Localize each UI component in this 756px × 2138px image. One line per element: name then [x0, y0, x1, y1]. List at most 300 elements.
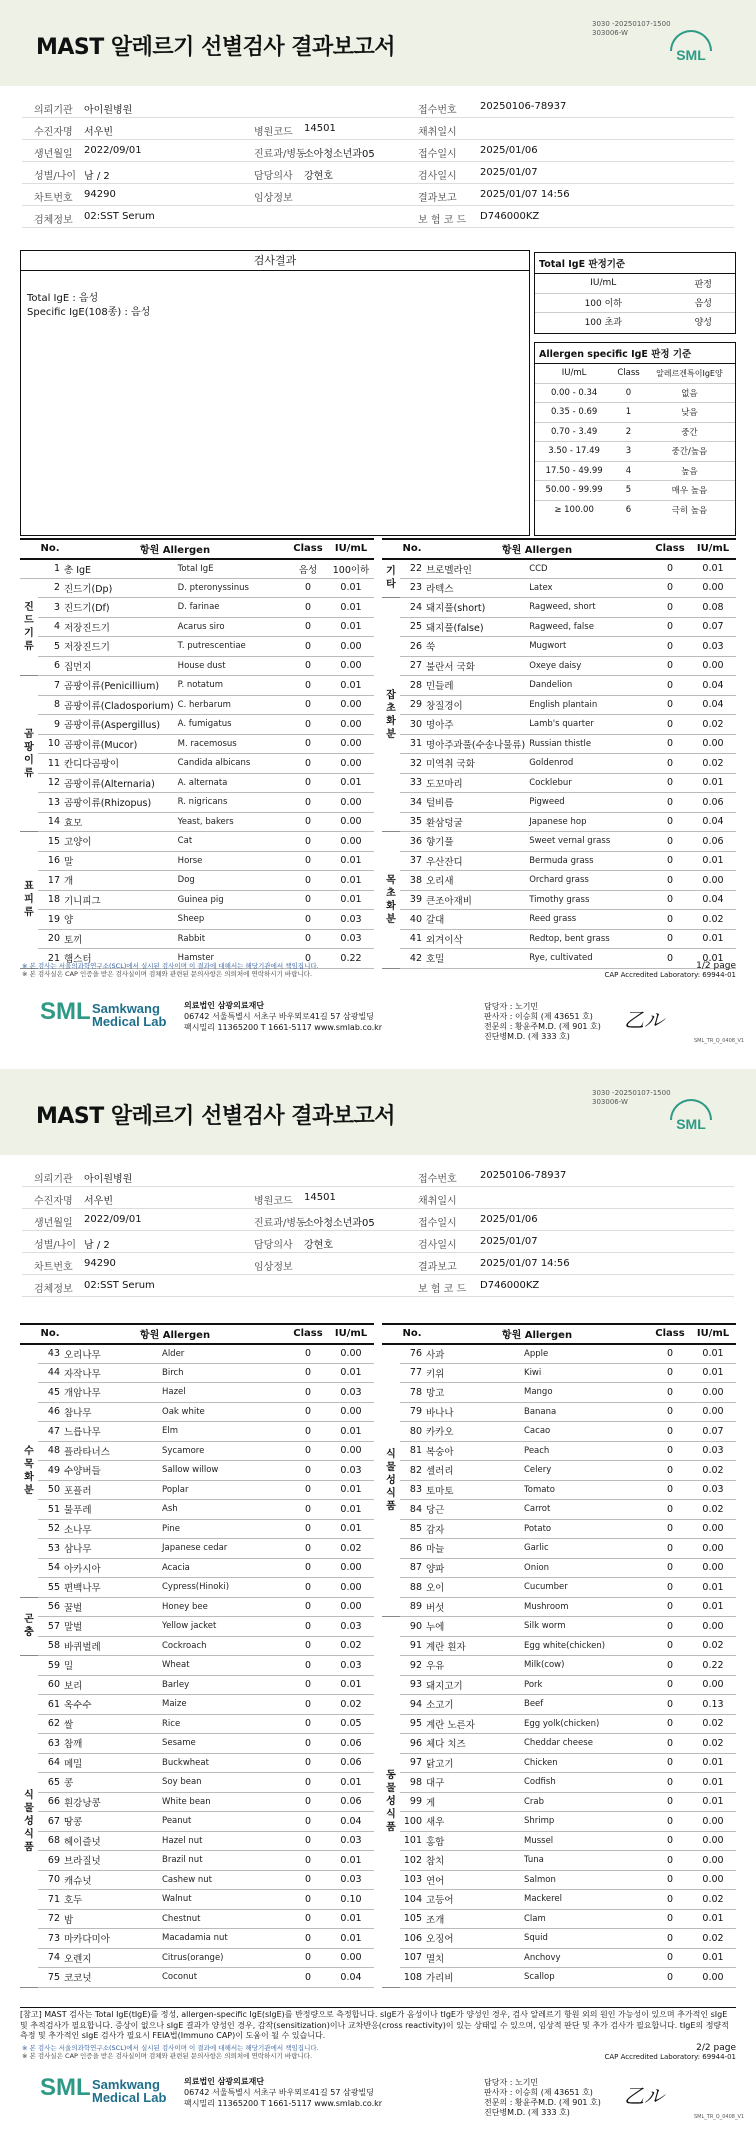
allergen-ko: 헤이즐넛 — [62, 1831, 160, 1851]
report-header — [0, 1069, 756, 1155]
allergen-row — [382, 1714, 736, 1734]
allergen-iu: 0.02 — [690, 1636, 736, 1656]
allergen-en: Lamb's quarter — [527, 715, 650, 735]
allergen-no: 100 — [400, 1812, 424, 1832]
allergen-no: 53 — [38, 1539, 62, 1559]
allergen-ko: 외겨이삭 — [424, 929, 527, 949]
allergen-row — [20, 617, 374, 637]
allergen-iu: 0.02 — [328, 1539, 374, 1559]
allergen-ko: 키위 — [424, 1363, 522, 1383]
patient-info: 의뢰기관 아이원병원 접수번호 20250106-78937 수진자명 서우빈 병원코드 14501 채취일시 생년월일 2022/09/01 진료과/병동 소아청소년과05 접수일시 2025/01/06 성별/나이 남 / 2 담당의사 강현호 검사일시 2025/01/07 차트번호 94290 임상정보 결과보고 2025/01/07 14:56 검체정보 02:SST Serum 보 험 코 드 D746000KZ — [22, 96, 734, 228]
allergen-cls: 0 — [650, 1461, 690, 1481]
allergen-ko: 버섯 — [424, 1597, 522, 1617]
allergen-no: 65 — [38, 1773, 62, 1793]
allergen-no: 25 — [400, 617, 424, 637]
allergen-cls: 0 — [288, 1500, 328, 1520]
allergen-ko: 메밀 — [62, 1753, 160, 1773]
allergen-no: 34 — [400, 793, 424, 813]
allergen-en: Banana — [522, 1402, 650, 1422]
allergen-no: 47 — [38, 1422, 62, 1442]
allergen-no: 72 — [38, 1909, 62, 1929]
allergen-iu: 0.02 — [690, 1500, 736, 1520]
page-number: 2/2 page — [696, 2043, 736, 2053]
criteria-row: 0.00 - 0.34 0 없음 — [535, 383, 735, 403]
allergen-no: 70 — [38, 1870, 62, 1890]
allergen-ko: 멸치 — [424, 1948, 522, 1968]
allergen-row — [382, 754, 736, 774]
allergen-no: 3 — [38, 598, 62, 618]
allergen-no: 2 — [38, 578, 62, 598]
allergen-en: Ragweed, short — [527, 598, 650, 618]
patient-info: 의뢰기관 아이원병원 접수번호 20250106-78937 수진자명 서우빈 병원코드 14501 채취일시 생년월일 2022/09/01 진료과/병동 소아청소년과05 접수일시 2025/01/06 성별/나이 남 / 2 담당의사 강현호 검사일시 2025/01/07 차트번호 94290 임상정보 결과보고 2025/01/07 14:56 검체정보 02:SST Serum 보 험 코 드 D746000KZ — [22, 1165, 734, 1297]
footer-signers: 담당자 : 노기민 판사자 : 이승희 (제 43651 호) 전문의 : 황윤주M.D. (제 901 호) 진단병M.D. (제 333 호) — [484, 1002, 601, 1041]
allergen-row — [20, 1773, 374, 1793]
allergen-iu: 0.01 — [328, 676, 374, 696]
allergen-row — [382, 1636, 736, 1656]
allergen-iu: 0.00 — [328, 734, 374, 754]
allergen-no: 90 — [400, 1617, 424, 1637]
allergen-ko: 체다 치즈 — [424, 1734, 522, 1754]
allergen-ko: 계란 노른자 — [424, 1714, 522, 1734]
report-title: MAST 알레르기 선별검사 결과보고서 — [36, 1104, 396, 1129]
allergen-cls: 0 — [288, 1441, 328, 1461]
allergen-no: 62 — [38, 1714, 62, 1734]
allergen-en: Garlic — [522, 1539, 650, 1559]
allergen-iu: 0.01 — [690, 851, 736, 871]
allergen-iu: 0.02 — [328, 1695, 374, 1715]
allergen-row — [20, 793, 374, 813]
allergen-cls: 0 — [288, 1714, 328, 1734]
allergen-iu: 100이하 — [328, 559, 374, 579]
allergen-no: 40 — [400, 910, 424, 930]
allergen-en: Acarus siro — [176, 617, 288, 637]
allergen-iu: 0.00 — [690, 1870, 736, 1890]
allergen-row — [20, 637, 374, 657]
allergen-row — [20, 1519, 374, 1539]
allergen-no: 16 — [38, 851, 62, 871]
allergen-en: Alder — [160, 1344, 288, 1364]
allergen-no: 30 — [400, 715, 424, 735]
allergen-iu: 0.00 — [328, 793, 374, 813]
allergen-no: 5 — [38, 637, 62, 657]
allergen-ko: 계란 흰자 — [424, 1636, 522, 1656]
allergen-no: 77 — [400, 1363, 424, 1383]
allergen-no: 21 — [38, 949, 62, 969]
allergen-iu: 0.10 — [328, 1890, 374, 1910]
allergen-no: 26 — [400, 637, 424, 657]
allergen-ko: 호두 — [62, 1890, 160, 1910]
allergen-ko: 복숭아 — [424, 1441, 522, 1461]
allergen-no: 11 — [38, 754, 62, 774]
allergen-en: Peach — [522, 1441, 650, 1461]
allergen-no: 101 — [400, 1831, 424, 1851]
allergen-ko: 환삼덩굴 — [424, 812, 527, 832]
allergen-no: 94 — [400, 1695, 424, 1715]
allergen-ko: 개암나무 — [62, 1383, 160, 1403]
allergen-ko: 감자 — [424, 1519, 522, 1539]
allergen-no: 9 — [38, 715, 62, 735]
allergen-cls: 0 — [288, 1383, 328, 1403]
allergen-cls: 0 — [288, 1617, 328, 1637]
allergen-iu: 0.04 — [690, 890, 736, 910]
allergen-iu: 0.01 — [690, 1597, 736, 1617]
allergen-ko: 흰강낭콩 — [62, 1792, 160, 1812]
allergen-iu: 0.03 — [328, 1383, 374, 1403]
allergen-row — [382, 773, 736, 793]
allergen-group-label: 목초화분 — [382, 832, 400, 969]
allergen-cls: 0 — [650, 656, 690, 676]
allergen-row — [382, 637, 736, 657]
allergen-cls: 0 — [650, 1539, 690, 1559]
allergen-en: Horse — [176, 851, 288, 871]
allergen-no: 75 — [38, 1968, 62, 1988]
allergen-iu: 0.00 — [690, 1402, 736, 1422]
allergen-iu: 0.00 — [328, 656, 374, 676]
allergen-ko: 저장진드기 — [62, 637, 176, 657]
allergen-ko: 토끼 — [62, 929, 176, 949]
allergen-cls: 0 — [650, 1909, 690, 1929]
report-page-2 — [0, 1069, 756, 2138]
allergen-no: 104 — [400, 1890, 424, 1910]
allergen-cls: 0 — [650, 1773, 690, 1793]
allergen-cls: 0 — [288, 1734, 328, 1754]
allergen-row — [20, 1441, 374, 1461]
allergen-en: Pork — [522, 1675, 650, 1695]
allergen-no: 57 — [38, 1617, 62, 1637]
allergen-en: Beef — [522, 1695, 650, 1715]
allergen-en: Macadamia nut — [160, 1929, 288, 1949]
allergen-iu: 0.01 — [690, 1909, 736, 1929]
allergen-no: 13 — [38, 793, 62, 813]
allergen-ko: 참깨 — [62, 1734, 160, 1754]
allergen-row — [382, 1344, 736, 1364]
allergen-no: 96 — [400, 1734, 424, 1754]
allergen-no: 38 — [400, 871, 424, 891]
allergen-en: Hazel — [160, 1383, 288, 1403]
allergen-cls: 0 — [650, 1968, 690, 1988]
allergen-row — [382, 734, 736, 754]
allergen-row — [382, 1851, 736, 1871]
allergen-row — [382, 1441, 736, 1461]
allergen-row — [382, 676, 736, 696]
allergen-cls: 0 — [650, 1812, 690, 1832]
allergen-iu: 0.03 — [328, 1617, 374, 1637]
allergen-ko: 미역취 국화 — [424, 754, 527, 774]
allergen-ko: 갈대 — [424, 910, 527, 930]
allergen-row — [382, 1363, 736, 1383]
allergen-row — [382, 1792, 736, 1812]
column-header-iu: IU/mL — [690, 539, 736, 559]
allergen-en: Goldenrod — [527, 754, 650, 774]
allergen-en: Salmon — [522, 1870, 650, 1890]
allergen-row — [20, 929, 374, 949]
allergen-cls: 0 — [650, 695, 690, 715]
allergen-cls: 0 — [288, 676, 328, 696]
allergen-en: Hamster — [176, 949, 288, 969]
allergen-cls: 0 — [650, 1792, 690, 1812]
allergen-no: 7 — [38, 676, 62, 696]
allergen-no: 1 — [38, 559, 62, 579]
allergen-iu: 0.00 — [328, 832, 374, 852]
allergen-cls: 0 — [650, 1695, 690, 1715]
allergen-row — [382, 1734, 736, 1754]
allergen-iu: 0.01 — [328, 1675, 374, 1695]
allergen-no: 52 — [38, 1519, 62, 1539]
allergen-en: Mugwort — [527, 637, 650, 657]
allergen-iu: 0.00 — [690, 1558, 736, 1578]
allergen-en: Buckwheat — [160, 1753, 288, 1773]
allergen-cls: 0 — [288, 695, 328, 715]
allergen-row — [382, 832, 736, 852]
allergen-ko: 브로멜라인 — [424, 559, 527, 579]
allergen-no: 37 — [400, 851, 424, 871]
allergen-row — [382, 949, 736, 969]
allergen-iu: 0.01 — [328, 871, 374, 891]
allergen-ko: 닭고기 — [424, 1753, 522, 1773]
allergen-en: Tomato — [522, 1480, 650, 1500]
allergen-group-label: 수목화분 — [20, 1344, 38, 1598]
allergen-ko: 라텍스 — [424, 578, 527, 598]
allergen-no: 83 — [400, 1480, 424, 1500]
allergen-cls: 0 — [650, 1422, 690, 1442]
allergen-en: Japanese cedar — [160, 1539, 288, 1559]
allergen-cls: 0 — [650, 851, 690, 871]
allergen-iu: 0.00 — [328, 754, 374, 774]
allergen-no: 76 — [400, 1344, 424, 1364]
allergen-cls: 0 — [288, 1519, 328, 1539]
allergen-iu: 0.01 — [328, 1519, 374, 1539]
allergen-iu: 0.02 — [690, 910, 736, 930]
allergen-en: Silk worm — [522, 1617, 650, 1637]
allergen-row — [382, 598, 736, 618]
allergen-en: Egg yolk(chicken) — [522, 1714, 650, 1734]
allergen-cls: 0 — [288, 1480, 328, 1500]
allergen-no: 59 — [38, 1656, 62, 1676]
allergen-row — [382, 1948, 736, 1968]
lab-note: ※ 본 검사는 서울의과학연구소(SCL)에서 실시된 검사이며 이 결과에 대해서는 해당기관에서 책임집니다. ※ 본 검사실은 CAP 인증을 받은 검사실이며 검체와 관련된 문의사항은 의뢰처에 연락하시기 바랍니다. — [22, 2044, 319, 2060]
allergen-ko: 가리비 — [424, 1968, 522, 1988]
allergen-en: House dust — [176, 656, 288, 676]
allergen-ko: 말벌 — [62, 1617, 160, 1637]
allergen-iu: 0.00 — [690, 578, 736, 598]
allergen-row — [382, 1909, 736, 1929]
allergen-cls: 0 — [650, 1500, 690, 1520]
allergen-cls: 0 — [288, 949, 328, 969]
allergen-row — [20, 1480, 374, 1500]
allergen-iu: 0.01 — [328, 1500, 374, 1520]
allergen-no: 79 — [400, 1402, 424, 1422]
allergen-en: Dandelion — [527, 676, 650, 696]
allergen-ko: 곰팡이류(Penicillium) — [62, 676, 176, 696]
footer-signers: 담당자 : 노기민 판사자 : 이승희 (제 43651 호) 전문의 : 황윤주M.D. (제 901 호) 진단병M.D. (제 333 호) — [484, 2078, 601, 2117]
allergen-cls: 0 — [288, 910, 328, 930]
allergen-iu: 0.00 — [690, 1675, 736, 1695]
allergen-cls: 0 — [288, 637, 328, 657]
allergen-row — [382, 695, 736, 715]
allergen-en: Poplar — [160, 1480, 288, 1500]
allergen-cls: 0 — [288, 1695, 328, 1715]
allergen-cls: 0 — [650, 793, 690, 813]
allergen-cls: 0 — [288, 832, 328, 852]
allergen-iu: 0.00 — [328, 1344, 374, 1364]
allergen-row — [20, 1968, 374, 1988]
form-version: SML_TR_Q_0408_V1 — [694, 1038, 745, 1044]
allergen-ko: 바퀴벌레 — [62, 1636, 160, 1656]
allergen-ko: 곰팡이류(Rhizopus) — [62, 793, 176, 813]
allergen-iu: 0.00 — [328, 1558, 374, 1578]
allergen-en: Elm — [160, 1422, 288, 1442]
allergen-cls: 0 — [288, 1870, 328, 1890]
allergen-ko: 곰팡이류(Cladosporium) — [62, 695, 176, 715]
allergen-cls: 0 — [650, 1441, 690, 1461]
column-header-allergen: 항원 Allergen — [62, 539, 288, 559]
allergen-ko: 명아주과풀(수송나물류) — [424, 734, 527, 754]
allergen-row — [20, 715, 374, 735]
allergen-row — [20, 734, 374, 754]
allergen-cls: 0 — [288, 1968, 328, 1988]
footer-brand: Samkwang Medical Lab — [92, 1001, 167, 1029]
allergen-cls: 0 — [650, 773, 690, 793]
allergen-iu: 0.07 — [690, 617, 736, 637]
allergen-cls: 0 — [288, 1539, 328, 1559]
allergen-cls: 0 — [650, 1636, 690, 1656]
allergen-ko: 수양버들 — [62, 1461, 160, 1481]
allergen-en: Sheep — [176, 910, 288, 930]
allergen-iu: 0.22 — [690, 1656, 736, 1676]
allergen-cls: 0 — [288, 598, 328, 618]
allergen-iu: 0.00 — [328, 812, 374, 832]
allergen-row — [20, 910, 374, 930]
allergen-ko: 누에 — [424, 1617, 522, 1637]
allergen-ko: 칸디다곰팡이 — [62, 754, 176, 774]
allergen-en: Sycamore — [160, 1441, 288, 1461]
allergen-row — [20, 1500, 374, 1520]
allergen-en: Codfish — [522, 1773, 650, 1793]
allergen-cls: 0 — [288, 1422, 328, 1442]
allergen-no: 43 — [38, 1344, 62, 1364]
allergen-cls: 0 — [650, 1851, 690, 1871]
allergen-en: M. racemosus — [176, 734, 288, 754]
allergen-ko: 털비름 — [424, 793, 527, 813]
allergen-iu: 0.00 — [328, 1402, 374, 1422]
allergen-row — [20, 676, 374, 696]
allergen-row — [382, 1402, 736, 1422]
cap-accreditation: CAP Accredited Laboratory: 69944-01 — [604, 971, 736, 979]
allergen-iu: 0.03 — [328, 1461, 374, 1481]
allergen-en: Wheat — [160, 1656, 288, 1676]
allergen-en: Cashew nut — [160, 1870, 288, 1890]
allergen-cls: 0 — [650, 1890, 690, 1910]
allergen-row — [382, 1675, 736, 1695]
allergen-no: 31 — [400, 734, 424, 754]
allergen-row — [20, 1812, 374, 1832]
allergen-iu: 0.00 — [690, 1617, 736, 1637]
allergen-iu: 0.01 — [328, 1363, 374, 1383]
allergen-cls: 0 — [288, 1675, 328, 1695]
allergen-en: Kiwi — [522, 1363, 650, 1383]
allergen-no: 56 — [38, 1597, 62, 1617]
allergen-en: Milk(cow) — [522, 1656, 650, 1676]
allergen-en: Reed grass — [527, 910, 650, 930]
allergen-cls: 0 — [288, 773, 328, 793]
allergen-ko: 느릅나무 — [62, 1422, 160, 1442]
allergen-row — [382, 812, 736, 832]
criteria-row: 50.00 - 99.99 5 매우 높음 — [535, 481, 735, 501]
allergen-en: Mango — [522, 1383, 650, 1403]
allergen-cls: 0 — [288, 1558, 328, 1578]
column-header-no: No. — [38, 1324, 62, 1344]
allergen-row — [20, 1422, 374, 1442]
allergen-en: Russian thistle — [527, 734, 650, 754]
allergen-cls: 0 — [288, 656, 328, 676]
allergen-iu: 0.01 — [690, 1773, 736, 1793]
allergen-row — [382, 1461, 736, 1481]
column-header-allergen: 항원 Allergen — [424, 539, 650, 559]
allergen-table-left — [20, 538, 374, 969]
allergen-no: 10 — [38, 734, 62, 754]
sml-logo: SML — [670, 1099, 712, 1141]
allergen-no: 66 — [38, 1792, 62, 1812]
allergen-en: Onion — [522, 1558, 650, 1578]
report-header — [0, 0, 756, 86]
allergen-row — [20, 1402, 374, 1422]
signature: 乙ル — [624, 2084, 664, 2108]
allergen-ko: 당근 — [424, 1500, 522, 1520]
allergen-ko: 조개 — [424, 1909, 522, 1929]
allergen-row — [20, 598, 374, 618]
allergen-ko: 향기풀 — [424, 832, 527, 852]
page-number: 1/2 page — [696, 961, 736, 971]
column-header-iu: IU/mL — [328, 539, 374, 559]
allergen-row — [20, 1792, 374, 1812]
report-footer — [0, 990, 756, 1062]
allergen-iu: 0.02 — [690, 1929, 736, 1949]
allergen-table-left — [20, 1323, 374, 1988]
allergen-ko: 토마토 — [424, 1480, 522, 1500]
allergen-iu: 0.04 — [690, 695, 736, 715]
allergen-ko: 진드기(Df) — [62, 598, 176, 618]
column-header-class: Class — [288, 1324, 328, 1344]
allergen-no: 89 — [400, 1597, 424, 1617]
allergen-iu: 0.03 — [690, 1441, 736, 1461]
allergen-en: Ash — [160, 1500, 288, 1520]
allergen-no: 48 — [38, 1441, 62, 1461]
allergen-en: Oak white — [160, 1402, 288, 1422]
allergen-table-right — [382, 538, 736, 969]
allergen-iu: 0.01 — [690, 1948, 736, 1968]
cap-accreditation: CAP Accredited Laboratory: 69944-01 — [604, 2053, 736, 2061]
allergen-row — [20, 1909, 374, 1929]
specific-criteria-table: IU/mL Class 알레르겐특이IgE양 0.00 - 0.34 0 없음 0.35 - 0.69 1 낮음 0.70 - 3.49 2 중간 3.50 - 17.49 3 중간/높음 17.50 - 49.99 4 높음 50.00 - 99.99 5 매우 높음 ≥ 100.00 6 극히 높음 — [535, 364, 735, 520]
result-section — [20, 250, 735, 536]
footer-address: 의료법인 삼광의료재단 06742 서울특별시 서초구 바우뫼로41길 57 삼광빌딩 팩시밀리 11365200 T 1661-5117 www.smlab.co.kr — [184, 2077, 383, 2108]
footer-brand: Samkwang Medical Lab — [92, 2077, 167, 2105]
allergen-en: Pine — [160, 1519, 288, 1539]
allergen-ko: 돼지풀(false) — [424, 617, 527, 637]
allergen-row — [20, 1363, 374, 1383]
allergen-row — [20, 1617, 374, 1637]
allergen-cls: 0 — [650, 1578, 690, 1598]
allergen-en: CCD — [527, 559, 650, 579]
allergen-ko: 총 IgE — [62, 559, 176, 579]
allergen-ko: 브라질넛 — [62, 1851, 160, 1871]
allergen-iu: 0.01 — [690, 1753, 736, 1773]
allergen-row — [382, 1480, 736, 1500]
allergen-ko: 참치 — [424, 1851, 522, 1871]
allergen-no: 49 — [38, 1461, 62, 1481]
allergen-no: 68 — [38, 1831, 62, 1851]
allergen-ko: 명아주 — [424, 715, 527, 735]
